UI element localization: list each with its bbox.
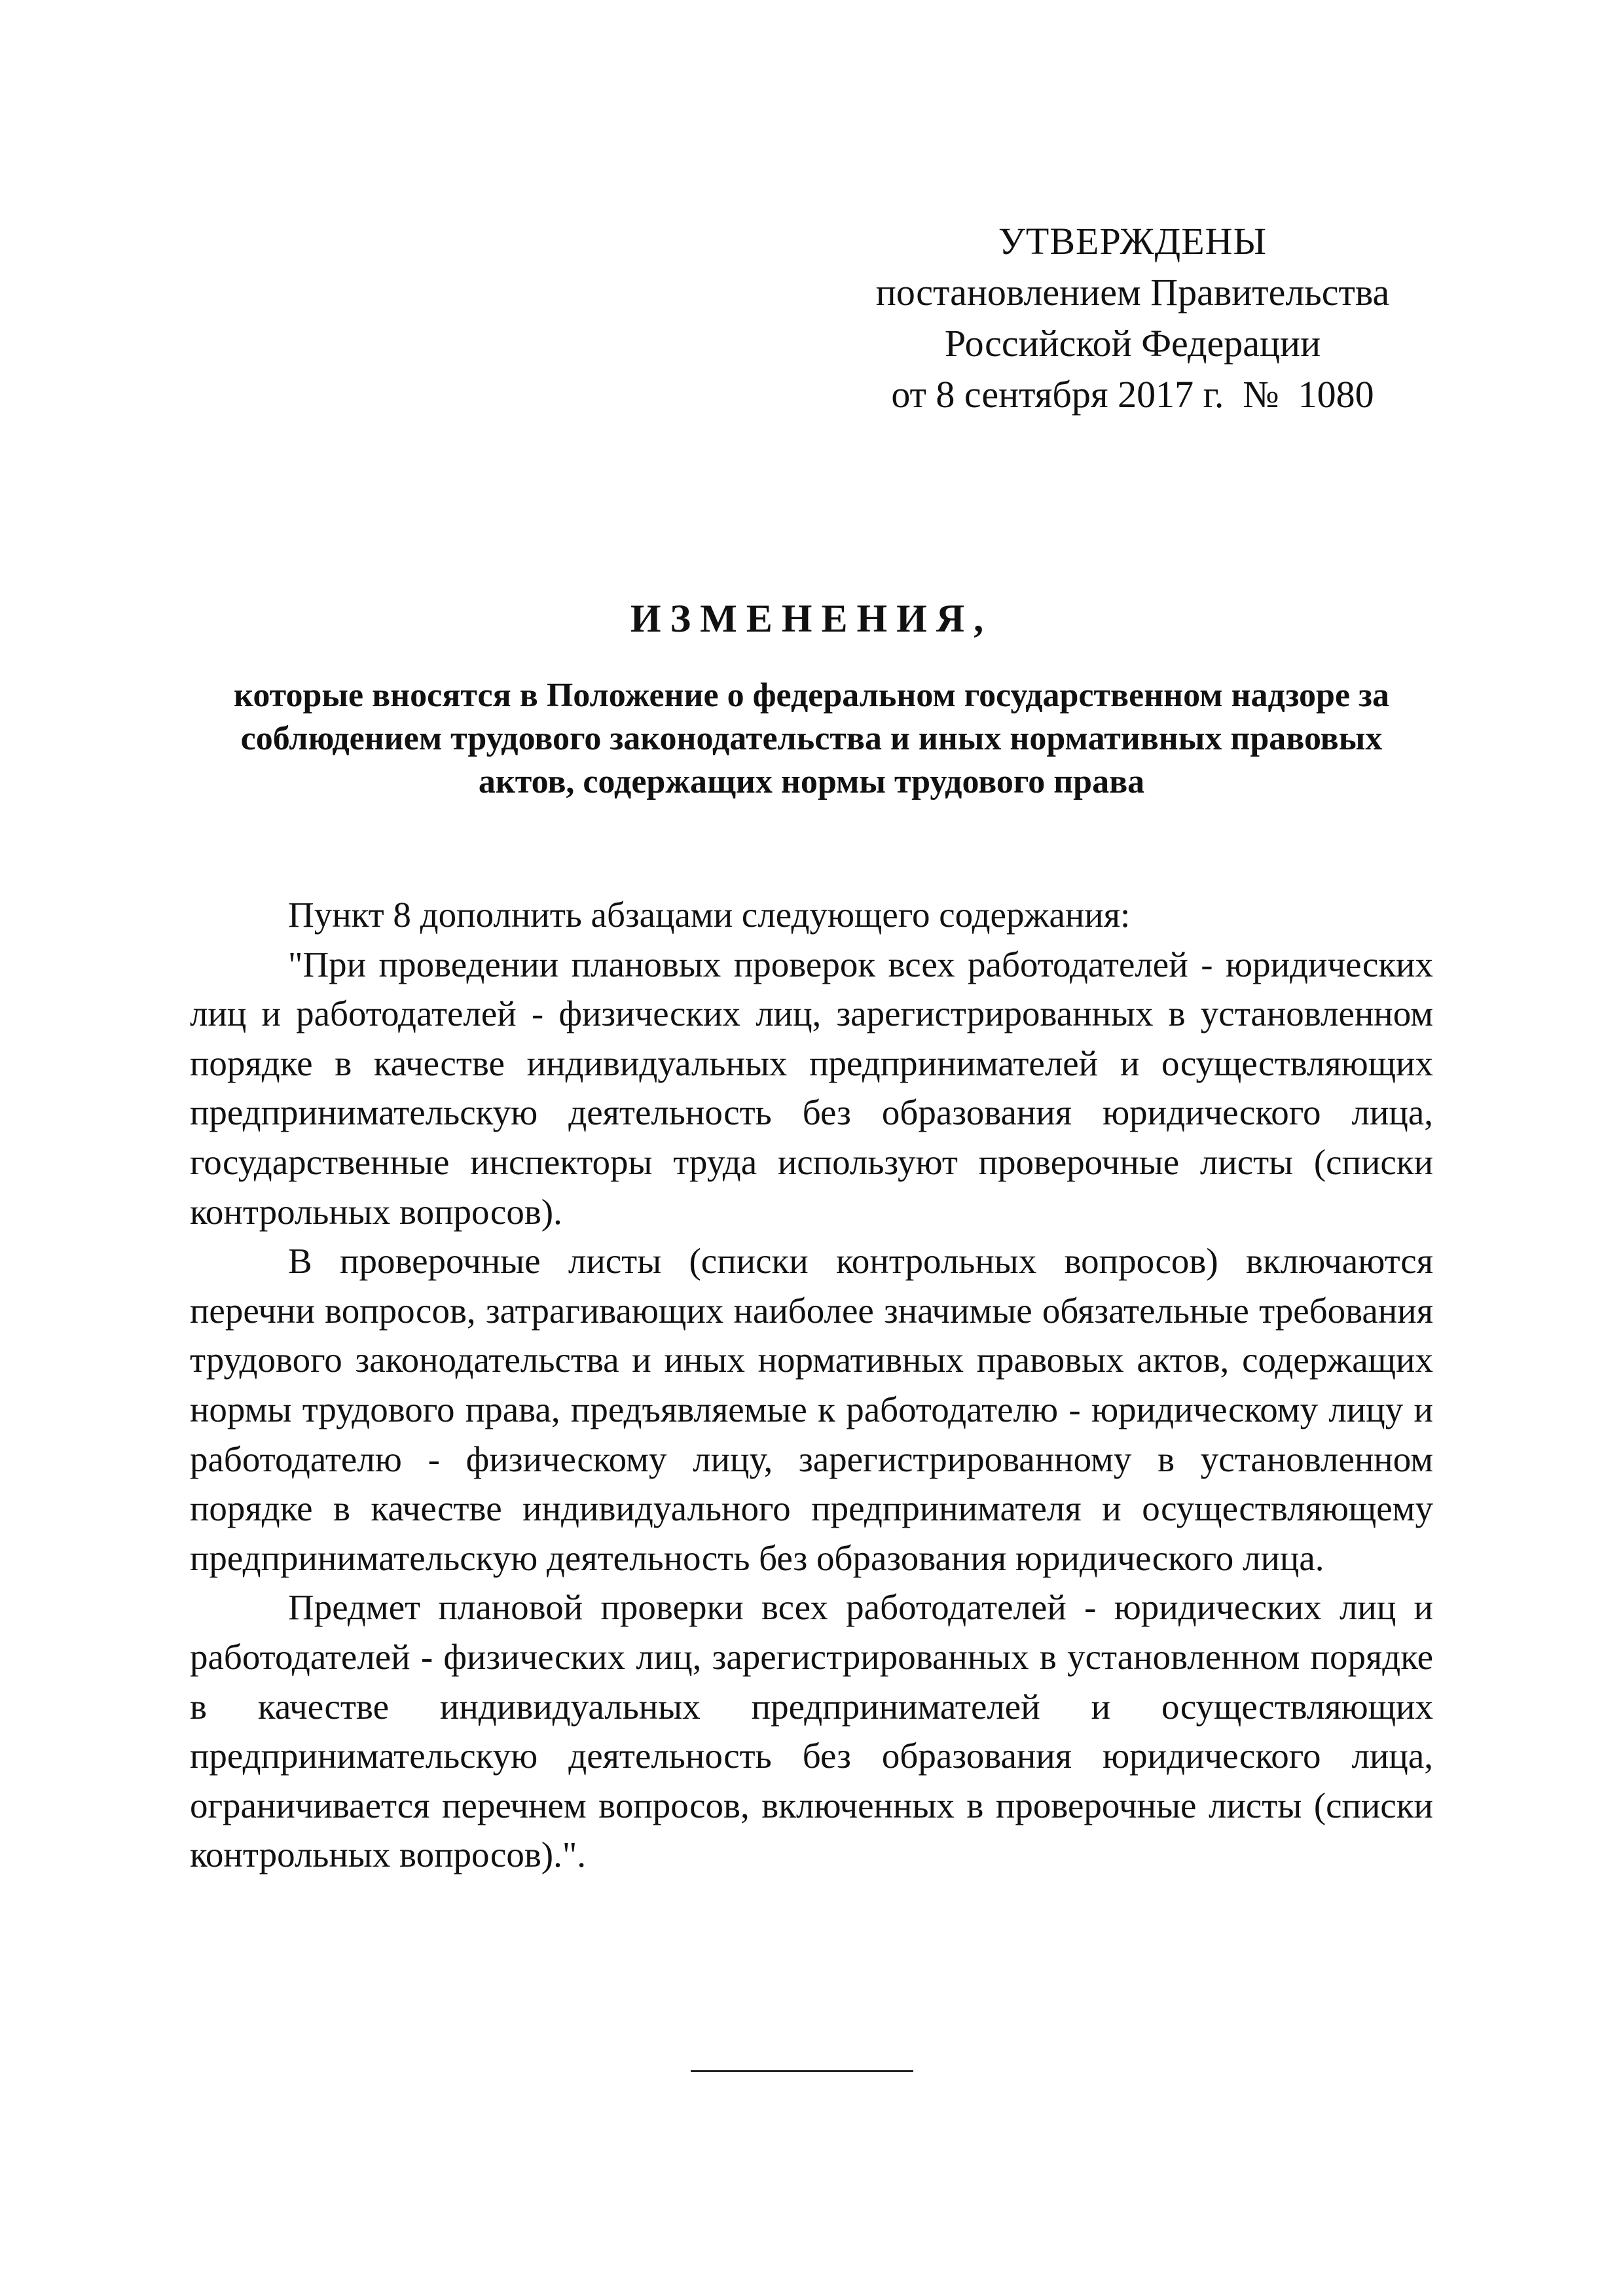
approval-line-1: постановлением Правительства [875,271,1390,314]
approval-title: УТВЕРЖДЕНЫ [998,220,1267,262]
paragraph-1: Пункт 8 дополнить абзацами следующего содержания: [288,895,1131,935]
paragraph-3: В проверочные листы (списки контрольных вопросов) включаются перечни вопросов, затрагивающих наиболее значимые обязательные требования трудового законодательства и иных нормативных правовых актов, содержащих нормы трудового права, предъявляемые к работодателю - юридическому лицу и работодателю - физическому лицу, зарегистрированному в установленном порядке в качестве индивидуального предпринимателя и осуществляющему предпринимательскую деятельность без образования юридического лица. [190,1241,1433,1578]
approval-line-3: от 8 сентября 2017 г. № 1080 [891,373,1374,416]
heading-title: ИЗМЕНЕНИЯ, [630,597,993,640]
heading-subtitle: которые вносятся в Положение о федеральном государственном надзоре за соблюдением трудового законодательства и иных нормативных правовых актов, содержащих нормы трудового права [234,677,1389,800]
approval-block [845,216,1421,420]
document-body [190,890,1433,1880]
approval-line-2: Российской Федерации [944,322,1321,365]
paragraph-2: "При проведении плановых проверок всех работодателей - юридических лиц и работодателей - физических лиц, зарегистрированных в установленном порядке в качестве индивидуальных предпринимателей и осуществляющих предпринимательскую деятельность без образования юридического лица, государственные инспекторы труда используют проверочные листы (списки контрольных вопросов). [190,944,1433,1232]
document-heading [190,592,1433,804]
paragraph-4: Предмет плановой проверки всех работодателей - юридических лиц и работодателей - физических лиц, зарегистрированных в установленном порядке в качестве индивидуальных предпринимателей и осуществляющих предпринимательскую деятельность без образования юридического лица, ограничивается перечнем вопросов, включенных в проверочные листы (списки контрольных вопросов).". [190,1587,1433,1875]
closing-divider [691,2070,913,2072]
